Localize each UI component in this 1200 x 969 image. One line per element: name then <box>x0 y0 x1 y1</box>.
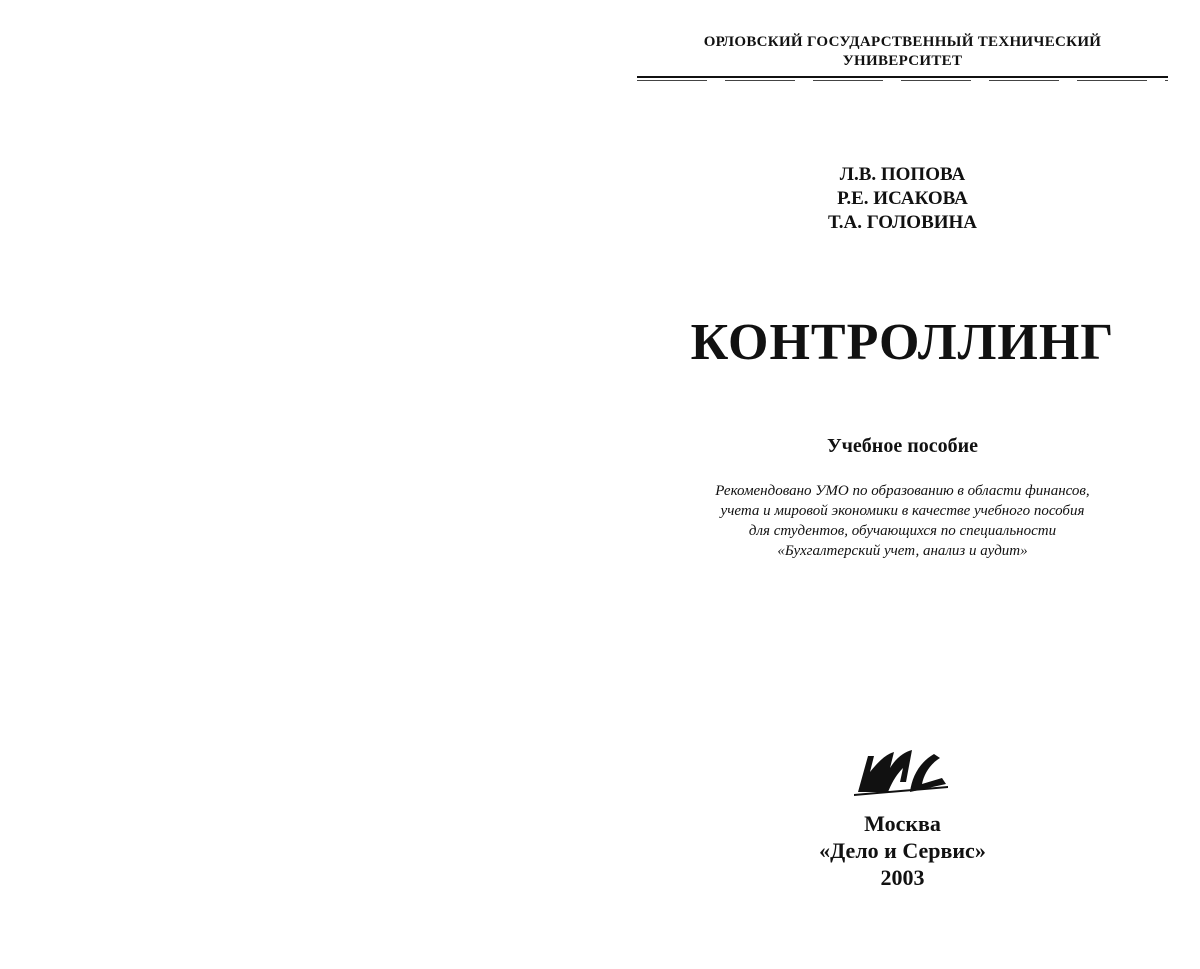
university-line-2: УНИВЕРСИТЕТ <box>842 53 963 69</box>
authors-list <box>630 163 1175 235</box>
recommendation-line-1: Рекомендовано УМО по образованию в области финансов, <box>715 483 1090 499</box>
author-3: Т.А. ГОЛОВИНА <box>827 212 978 233</box>
header-rule <box>637 76 1168 78</box>
publisher-city: Москва <box>864 811 941 836</box>
book-title: КОНТРОЛЛИНГ <box>690 314 1115 371</box>
publisher-block <box>630 810 1175 891</box>
publisher-name: «Дело и Сервис» <box>819 838 986 863</box>
recommendation-line-2: учета и мировой экономики в качестве учебного пособия <box>720 503 1085 519</box>
author-2: Р.Е. ИСАКОВА <box>837 188 968 209</box>
university-line-1: ОРЛОВСКИЙ ГОСУДАРСТВЕННЫЙ ТЕХНИЧЕСКИЙ <box>703 34 1102 50</box>
recommendation-line-4: «Бухгалтерский учет, анализ и аудит» <box>777 543 1028 559</box>
author-1: Л.В. ПОПОВА <box>839 164 966 185</box>
university-name <box>630 33 1175 71</box>
publication-year: 2003 <box>880 865 925 890</box>
title-page <box>630 0 1175 969</box>
recommendation-line-3: для студентов, обучающихся по специальности <box>748 523 1057 539</box>
recommendation-text <box>630 481 1175 561</box>
publisher-logo-icon <box>850 742 950 796</box>
book-subtitle: Учебное пособие <box>826 435 979 457</box>
header-rule-underline <box>637 80 1168 81</box>
